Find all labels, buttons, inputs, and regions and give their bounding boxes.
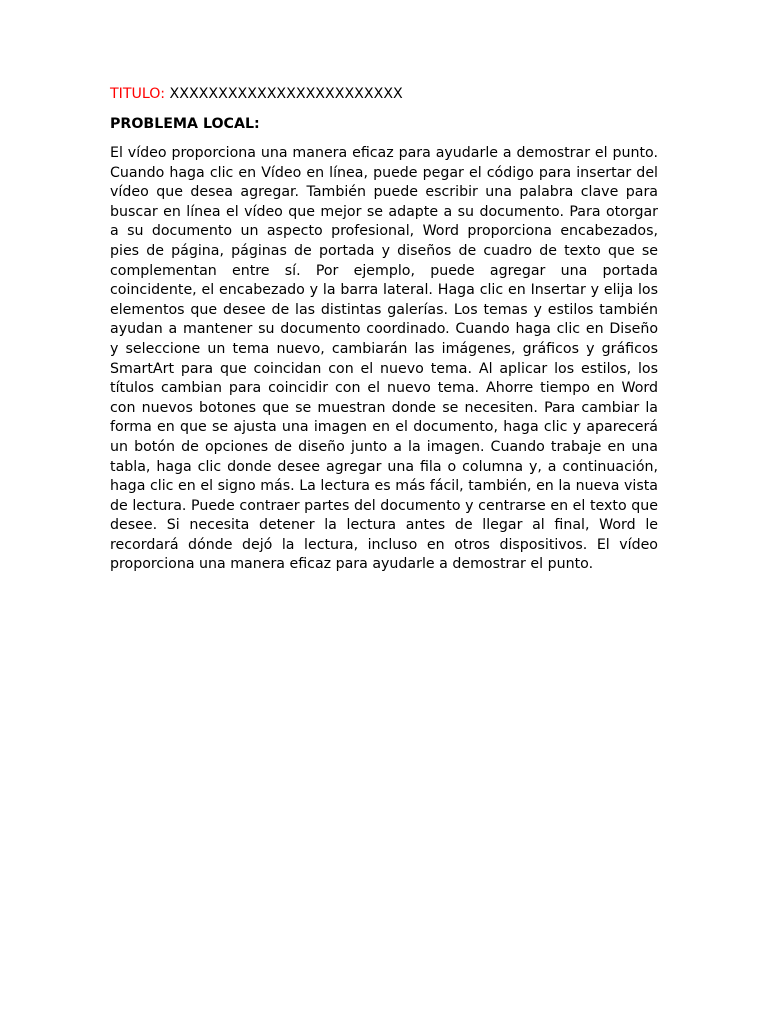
title-line — [110, 84, 658, 104]
title-value: XXXXXXXXXXXXXXXXXXXXXXXX — [169, 86, 403, 102]
section-heading: PROBLEMA LOCAL: — [110, 116, 260, 132]
body-paragraph: El vídeo proporciona una manera eficaz para ayudarle a demostrar el punto. Cuando haga clic en Vídeo en línea, puede pegar el código para insertar del vídeo que desea agregar. También puede escribir una palabra clave para buscar en línea el vídeo que mejor se adapte a su documento. Para otorgar a su documento un aspecto profesional, Word proporciona encabezados, pies de página, páginas de portada y diseños de cuadro de texto que se complementan entre sí. Por ejemplo, puede agregar una portada coincidente, el encabezado y la barra lateral. Haga clic en Insertar y elija los elementos que desee de las distintas galerías. Los temas y estilos también ayudan a mantener su documento coordinado. Cuando haga clic en Diseño y seleccione un tema nuevo, cambiarán las imágenes, gráficos y gráficos SmartArt para que coincidan con el nuevo tema. Al aplicar los estilos, los títulos cambian para coincidir con el nuevo tema. Ahorre tiempo en Word con nuevos botones que se muestran donde se necesiten. Para cambiar la forma en que se ajusta una imagen en el documento, haga clic y aparecerá un botón de opciones de diseño junto a la imagen. Cuando trabaje en una tabla, haga clic donde desee agregar una fila o columna y, a continuación, haga clic en el signo más. La lectura es más fácil, también, en la nueva vista de lectura. Puede contraer partes del documento y centrarse en el texto que desee. Si necesita detener la lectura antes de llegar al final, Word le recordará dónde dejó la lectura, incluso en otros dispositivos. El vídeo proporciona una manera eficaz para ayudarle a demostrar el punto. — [110, 145, 658, 573]
title-label: TITULO: — [110, 86, 165, 102]
document-content — [110, 84, 658, 575]
